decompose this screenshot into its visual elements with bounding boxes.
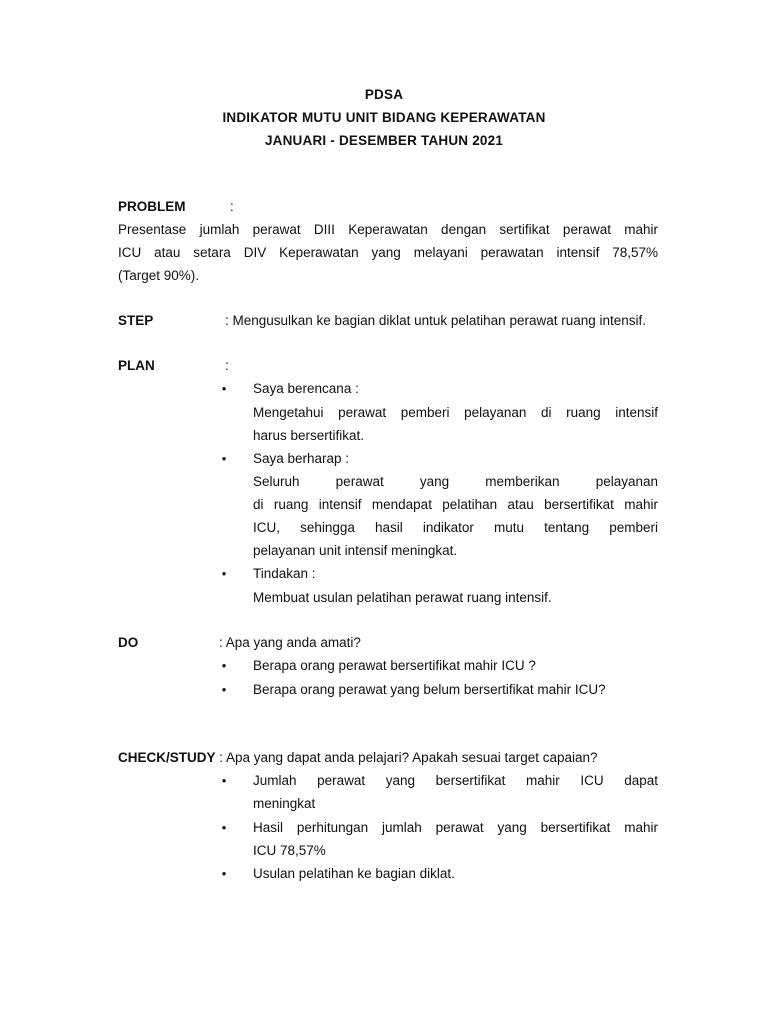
plan-item-2-heading: Saya berharap : xyxy=(253,451,350,466)
plan-item-1-line-2: harus bersertifikat. xyxy=(253,428,365,443)
plan-item-2-line-3: ICU, sehingga hasil indikator mutu tentang pemberi xyxy=(253,520,658,535)
check-item-3-line-1: Usulan pelatihan ke bagian diklat. xyxy=(253,866,455,881)
check-item-1-line-2: meningkat xyxy=(253,796,316,811)
check-item-1-line-1: Jumlah perawat yang bersertifikat mahir ICU dapat xyxy=(253,773,658,788)
problem-colon: : xyxy=(230,199,234,214)
plan-item-2-line-4: pelayanan unit intensif meningkat. xyxy=(253,543,458,558)
plan-item-1-line-1: Mengetahui perawat pemberi pelayanan di ruang intensif xyxy=(253,405,658,420)
check-item-2-line-1: Hasil perhitungan jumlah perawat yang bersertifikat mahir xyxy=(253,820,658,835)
plan-colon: : xyxy=(225,358,229,373)
plan-item-3-heading: Tindakan : xyxy=(253,566,316,581)
check-row xyxy=(118,750,598,765)
check-label: CHECK/STUDY xyxy=(118,750,216,765)
bullet-icon: • xyxy=(221,658,227,673)
plan-item-2-line-2: di ruang intensif mendapat pelatihan atau bersertifikat mahir xyxy=(253,497,658,512)
bullet-icon: • xyxy=(221,451,227,466)
step-label: STEP xyxy=(118,313,154,328)
problem-line-2: ICU atau setara DIV Keperawatan yang melayani perawatan intensif 78,57% xyxy=(118,245,658,260)
bullet-icon: • xyxy=(221,866,227,881)
doc-period: JANUARI - DESEMBER TAHUN 2021 xyxy=(264,133,504,148)
doc-subtitle: INDIKATOR MUTU UNIT BIDANG KEPERAWATAN xyxy=(222,110,546,125)
problem-line-1: Presentase jumlah perawat DIII Keperawatan dengan sertifikat perawat mahir xyxy=(118,222,658,237)
problem-line-3: (Target 90%). xyxy=(118,268,200,283)
bullet-icon: • xyxy=(221,682,227,697)
do-label: DO xyxy=(118,635,139,650)
bullet-icon: • xyxy=(221,566,227,581)
doc-title: PDSA xyxy=(364,87,404,102)
plan-item-1-heading: Saya berencana : xyxy=(253,381,359,396)
check-text: : Apa yang dapat anda pelajari? Apakah sesuai target capaian? xyxy=(215,750,598,765)
plan-label: PLAN xyxy=(118,358,155,373)
plan-item-2-line-1: Seluruh perawat yang memberikan pelayanan xyxy=(253,474,658,489)
do-item-1: Berapa orang perawat bersertifikat mahir ICU ? xyxy=(253,658,536,673)
bullet-icon: • xyxy=(221,381,227,396)
do-text: : Apa yang anda amati? xyxy=(219,635,361,650)
do-item-2: Berapa orang perawat yang belum bersertifikat mahir ICU? xyxy=(253,682,606,697)
problem-label: PROBLEM xyxy=(118,199,186,214)
plan-item-3-line-1: Membuat usulan pelatihan perawat ruang intensif. xyxy=(253,590,552,605)
check-item-2-line-2: ICU 78,57% xyxy=(253,843,326,858)
bullet-icon: • xyxy=(221,820,227,835)
step-text: : Mengusulkan ke bagian diklat untuk pelatihan perawat ruang intensif. xyxy=(225,313,647,328)
bullet-icon: • xyxy=(221,773,227,788)
